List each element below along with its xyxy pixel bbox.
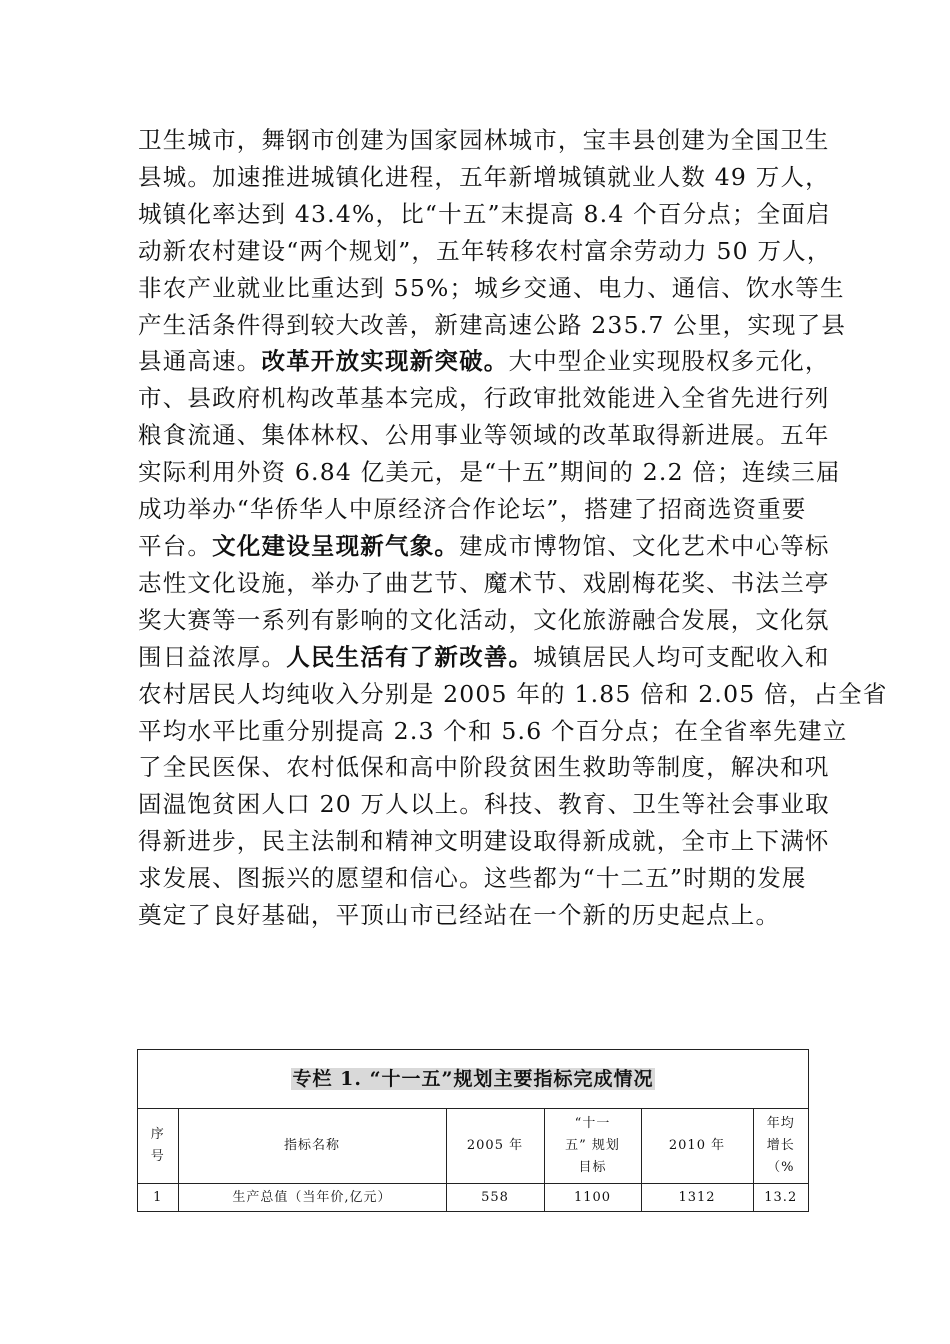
bold-heading-livelihood: 人民生活有了新改善。 [286, 642, 534, 671]
text-line: 非农产业就业比重达到 55%；城乡交通、电力、通信、饮水等生 [138, 273, 845, 302]
cell-2005: 558 [446, 1184, 544, 1213]
text-line: 县城。加速推进城镇化进程，五年新增城镇就业人数 49 万人， [138, 162, 830, 191]
header-2005: 2005 年 [446, 1109, 544, 1184]
table-header-row [138, 1109, 808, 1184]
text-line: 市、县政府机构改革基本完成，行政审批效能进入全省先进行列 [138, 384, 830, 413]
header-name: 指标名称 [178, 1109, 446, 1184]
text-line: 固温饱贫困人口 20 万人以上。科技、教育、卫生等社会事业取 [138, 790, 830, 819]
text-line: 动新农村建设“两个规划”，五年转移农村富余劳动力 50 万人， [138, 236, 832, 265]
text-line: 求发展、图振兴的愿望和信心。这些都为“十二五”时期的发展 [138, 864, 807, 893]
column-box [137, 1049, 809, 1212]
text-segment: 围日益浓厚。 [138, 642, 287, 671]
text-line: 志性文化设施，举办了曲艺节、魔术节、戏剧梅花奖、书法兰亭 [138, 568, 830, 597]
box-title-text: 专栏 1. “十一五”规划主要指标完成情况 [292, 1068, 654, 1090]
text-segment: 平台。 [138, 531, 213, 560]
text-line [138, 528, 828, 565]
text-line [138, 343, 828, 380]
text-line: 卫生城市，舞钢市创建为国家园林城市，宝丰县创建为全国卫生 [138, 126, 830, 154]
text-segment: 大中型企业实现股权多元化， [508, 347, 830, 376]
text-line [138, 639, 828, 676]
text-line: 城镇化率达到 43.4%，比“十五”末提高 8.4 个百分点；全面启 [138, 199, 831, 228]
text-line: 实际利用外资 6.84 亿美元，是“十五”期间的 2.2 倍；连续三届 [138, 458, 841, 487]
table-row [138, 1184, 808, 1213]
header-2010: 2010 年 [641, 1109, 753, 1184]
text-line: 得新进步，民主法制和精神文明建设取得新成就，全市上下满怀 [138, 827, 830, 856]
text-segment: 县通高速。 [138, 347, 262, 376]
header-target: “十一 五” 规划 目标 [544, 1109, 641, 1184]
text-line: 产生活条件得到较大改善，新建高速公路 235.7 公里，实现了县 [138, 310, 847, 339]
box-title [138, 1050, 808, 1109]
cell-growth: 13.2 [753, 1184, 808, 1213]
cell-target: 1100 [544, 1184, 641, 1213]
header-no: 序 号 [138, 1109, 178, 1184]
text-line: 奖大赛等一系列有影响的文化活动，文化旅游融合发展，文化氛 [138, 605, 830, 634]
bold-heading-reform: 改革开放实现新突破。 [261, 347, 509, 376]
text-line: 奠定了良好基础，平顶山市已经站在一个新的历史起点上。 [138, 901, 781, 930]
header-growth: 年均 增长 （% [753, 1109, 808, 1184]
cell-no: 1 [138, 1184, 178, 1213]
indicator-table [138, 1109, 808, 1212]
text-line: 农村居民人均纯收入分别是 2005 年的 1.85 倍和 2.05 倍，占全省 [138, 679, 888, 708]
text-line: 平均水平比重分别提高 2.3 个和 5.6 个百分点；在全省率先建立 [138, 716, 848, 745]
cell-2010: 1312 [641, 1184, 753, 1213]
text-line: 了全民医保、农村低保和高中阶段贫困生救助等制度，解决和巩 [138, 753, 830, 782]
body-paragraph [138, 122, 888, 934]
text-segment: 城镇居民人均可支配收入和 [533, 642, 830, 671]
text-line: 成功举办“华侨华人中原经济合作论坛”，搭建了招商选资重要 [138, 495, 807, 524]
bold-heading-culture: 文化建设呈现新气象。 [212, 531, 460, 560]
text-line: 粮食流通、集体林权、公用事业等领域的改革取得新进展。五年 [138, 421, 830, 450]
cell-name: 生产总值（当年价,亿元） [178, 1184, 446, 1213]
text-segment: 建成市博物馆、文化艺术中心等标 [459, 531, 830, 560]
